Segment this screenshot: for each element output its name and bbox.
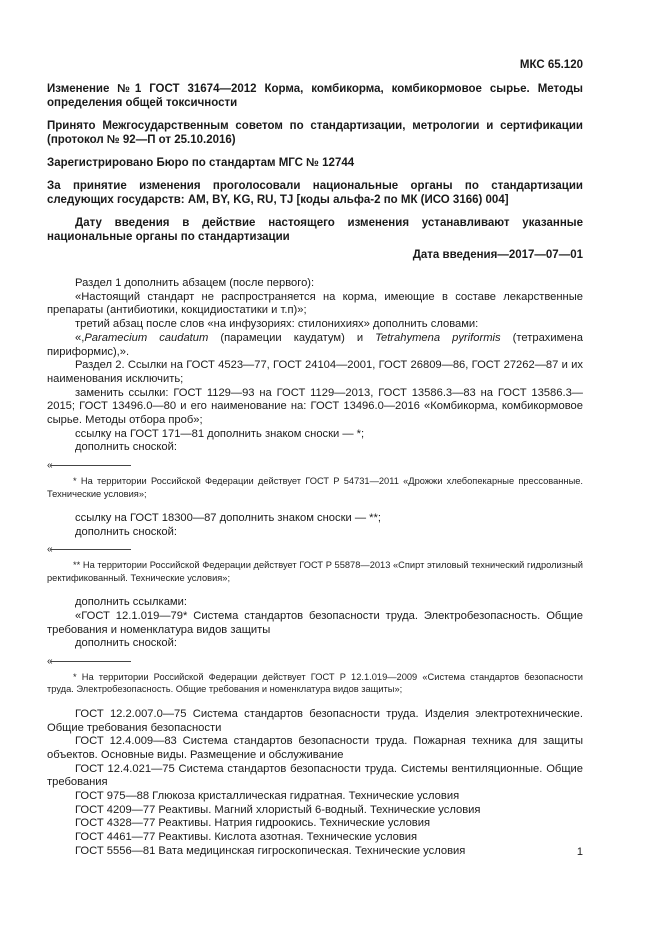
footnote-separator (47, 545, 583, 555)
paragraph: дополнить сноской: (75, 637, 177, 650)
paragraph: ссылку на ГОСТ 171—81 дополнить знаком сноски — *; (75, 427, 365, 440)
reference-item: ГОСТ 4461—77 Реактивы. Кислота азотная. Технические условия (75, 831, 418, 844)
paragraph: Раздел 2. Ссылки на ГОСТ 4523—77, ГОСТ 24104—2001, ГОСТ 26809—86, ГОСТ 27262—87 и их наименования исключить; (47, 359, 583, 385)
reference-item: ГОСТ 5556—81 Вата медицинская гигроскопическая. Технические условия (75, 844, 466, 857)
text-run: (парамеции каудатум) и (208, 331, 376, 344)
footnote: ** На территории Российской Федерации действует ГОСТ Р 55878—2013 «Спирт этиловый технический гидролизный ректификованный. Технические условия»; (47, 560, 583, 583)
reference-item: ГОСТ 975—88 Глюкоза кристаллическая гидратная. Технические условия (75, 790, 460, 803)
paragraph: третий абзац после слов «на инфузориях: стилонихиях» дополнить словами: (75, 318, 479, 331)
text-run: «, (75, 331, 85, 344)
effective-note: Дату введения в действие настоящего изменения устанавливают указанные национальные органы по стандартизации (47, 217, 583, 243)
reference-list (47, 708, 583, 859)
document-body (47, 277, 583, 859)
latin-name: Paramecium caudatum (84, 331, 209, 344)
paragraph: ссылку на ГОСТ 18300—87 дополнить знаком сноски — **; (75, 511, 381, 524)
paragraph: дополнить ссылками: (75, 596, 187, 609)
paragraph: «Настоящий стандарт не распространяется на корма, имеющие в составе лекарственные препараты (антибиотики, кокцидиостатики и т.п)»; (47, 290, 583, 317)
adopted-note: Принято Межгосударственным советом по стандартизации, метрологии и сертификации (протокол № 92—П от 25.10.2016) (47, 120, 583, 146)
quote-mark: « (47, 460, 53, 472)
registered-note: Зарегистрировано Бюро по стандартам МГС № 12744 (47, 157, 355, 169)
mks-code: МКС 65.120 (519, 59, 583, 71)
footnote: * На территории Российской Федерации действует ГОСТ Р 54731—2011 «Дрожжи хлебопекарные прессованные. Технические условия»; (47, 476, 583, 499)
latin-name: Tetrahymena pyriformis (375, 331, 501, 344)
quote-mark: « (47, 544, 53, 556)
reference-item: ГОСТ 4209—77 Реактивы. Магний хлористый 6-водный. Технические условия (75, 803, 481, 816)
paragraph: заменить ссылки: ГОСТ 1129—93 на ГОСТ 1129—2013, ГОСТ 13586.3—83 на ГОСТ 13586.3—2015; ГОСТ 13496.0—80 и его наименование на: ГОСТ 13496.0—2016 «Комбикорма, комбикормовое сырье. Методы отбора проб»; (47, 386, 583, 427)
document-page (47, 58, 583, 859)
footnote-separator (47, 657, 583, 667)
reference-item: ГОСТ 12.2.007.0—75 Система стандартов безопасности труда. Изделия электротехнические. Общие требования безопасности (47, 707, 583, 734)
text-run: (тетрахимена пириформис),». (47, 331, 583, 358)
footnote-separator (47, 461, 583, 471)
reference-item: ГОСТ 12.4.009—83 Система стандартов безопасности труда. Пожарная техника для защиты объектов. Основные виды. Размещение и обслуживание (47, 735, 583, 761)
paragraph (47, 332, 583, 359)
quote-mark: « (47, 655, 53, 667)
reference-item: ГОСТ 12.4.021—75 Система стандартов безопасности труда. Системы вентиляционные. Общие требования (47, 762, 583, 789)
paragraph: «ГОСТ 12.1.019—79* Система стандартов безопасности труда. Электробезопасность. Общие требования и номенклатура видов защиты (47, 609, 583, 636)
paragraph: дополнить сноской: (75, 441, 177, 454)
reference-item: ГОСТ 4328—77 Реактивы. Натрия гидроокись. Технические условия (75, 817, 431, 830)
effective-date: Дата введения—2017—07—01 (412, 249, 583, 261)
paragraph: Раздел 1 дополнить абзацем (после первого): (75, 277, 315, 289)
document-title: Изменение №1 ГОСТ 31674—2012 Корма, комбикорма, комбикормовое сырье. Методы определения общей токсичности (47, 83, 583, 109)
paragraph: дополнить сноской: (75, 525, 177, 538)
footnote: * На территории Российской Федерации действует ГОСТ Р 12.1.019—2009 «Система стандартов безопасности труда. Электробезопасность. Общие требования и номенклатура видов защиты»; (47, 671, 583, 695)
page-number: 1 (576, 846, 583, 858)
voted-note: За принятие изменения проголосовали национальные органы по стандартизации следующих государств: AM, BY, KG, RU, TJ [коды альфа-2 по МК (ИСО 3166) 004] (47, 180, 583, 206)
